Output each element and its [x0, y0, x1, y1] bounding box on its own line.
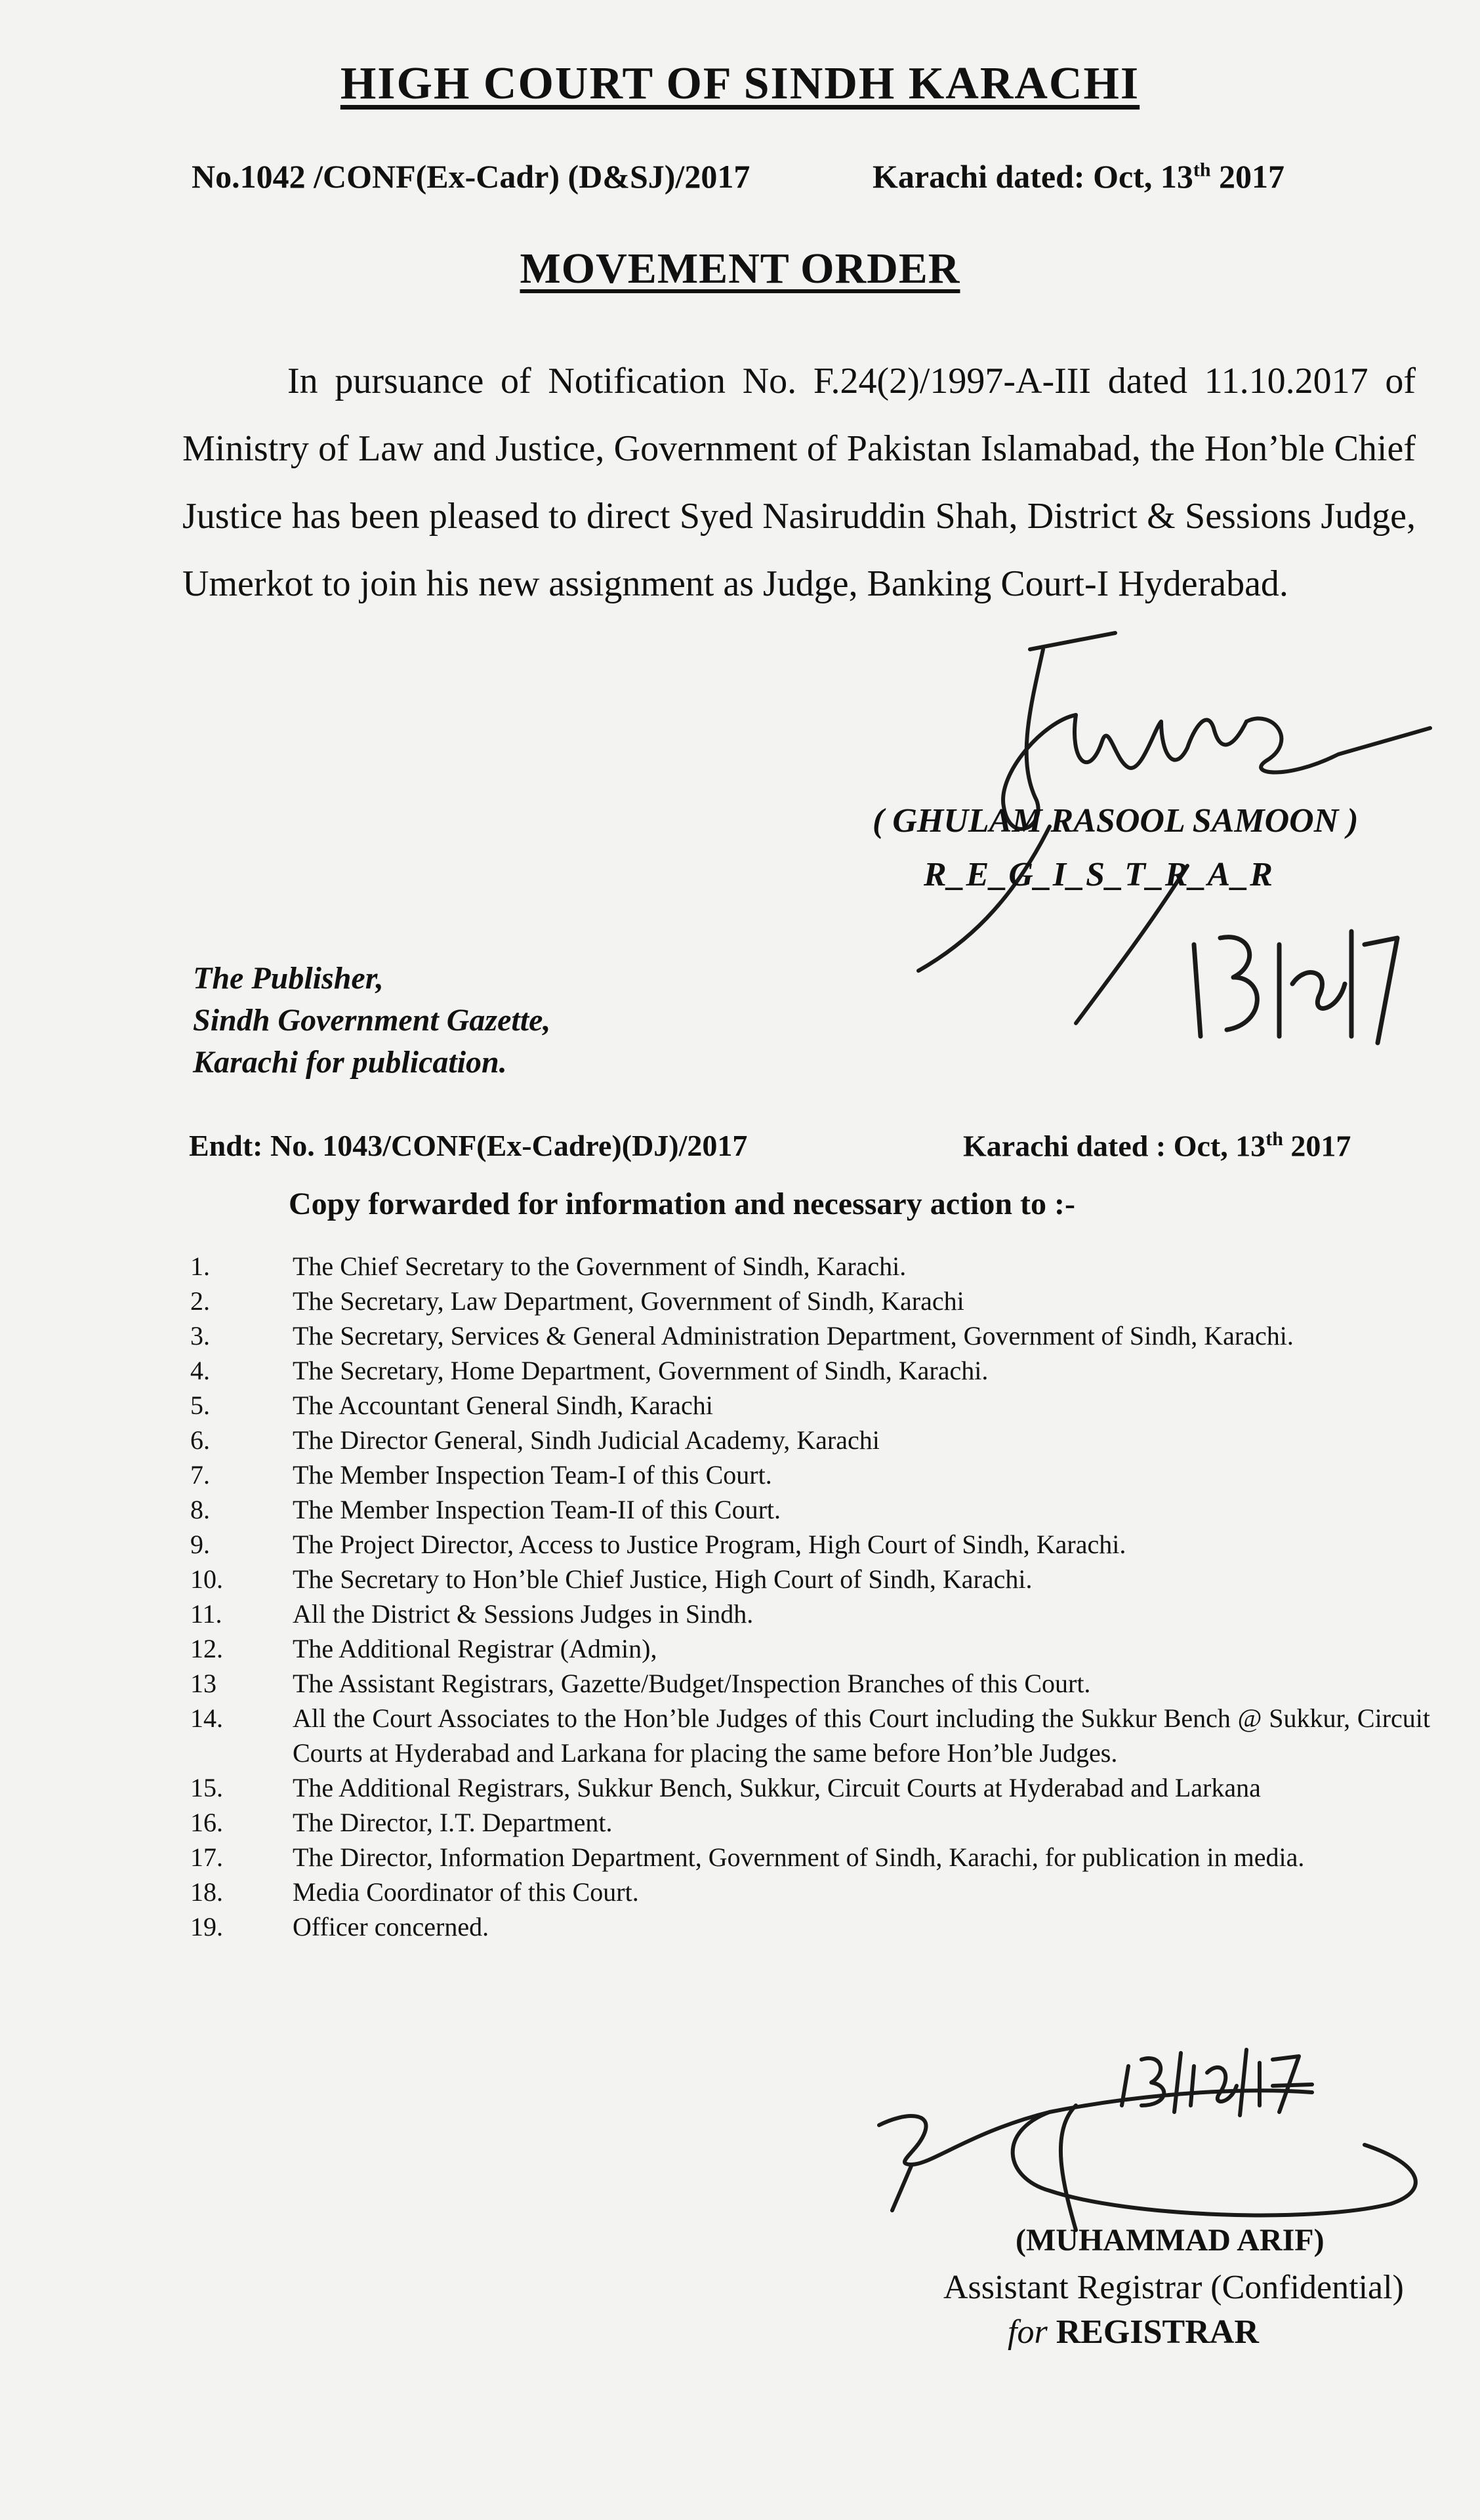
distribution-item-text: The Secretary, Services & General Administration Department, Government of Sindh, Karachi. — [293, 1321, 1294, 1351]
publisher-block — [193, 958, 550, 1084]
distribution-list — [190, 1249, 1430, 1944]
distribution-item — [190, 1875, 1430, 1909]
distribution-item-text: The Chief Secretary to the Government of Sindh, Karachi. — [293, 1251, 907, 1281]
registrar-handwritten-date — [1181, 905, 1417, 1076]
distribution-item — [190, 1249, 1430, 1284]
distribution-item-text: The Secretary, Law Department, Government of Sindh, Karachi — [293, 1286, 964, 1316]
order-title: MOVEMENT ORDER — [520, 245, 960, 293]
endorsement-number: Endt: No. 1043/CONF(Ex-Cadre)(DJ)/2017 — [189, 1129, 748, 1162]
distribution-item-text: All the Court Associates to the Hon’ble Judges of this Court including the Sukkur Bench @ Sukkur, Circuit Courts at Hyderabad and Larkana for placing the same before Hon’ble Judges. — [293, 1703, 1430, 1768]
distribution-item-number: 10. — [190, 1564, 223, 1594]
distribution-item-number: 13 — [190, 1669, 216, 1698]
distribution-item-number: 6. — [190, 1425, 210, 1455]
distribution-item — [190, 1701, 1430, 1770]
registrar-title: R_E_G_I_S_T_R_A_R — [924, 856, 1274, 893]
distribution-item — [190, 1527, 1430, 1562]
distribution-item — [190, 1457, 1430, 1492]
order-date: Karachi dated: Oct, 13th 2017 — [873, 158, 1285, 195]
distribution-item — [190, 1666, 1430, 1701]
registrar-name: ( GHULAM RASOOL SAMOON ) — [873, 802, 1359, 840]
distribution-item-text: The Director, Information Department, Government of Sindh, Karachi, for publication in media. — [293, 1842, 1305, 1872]
distribution-item-number: 1. — [190, 1251, 210, 1281]
distribution-item-number: 3. — [190, 1321, 210, 1351]
distribution-item-number: 5. — [190, 1391, 210, 1420]
for-registrar: for REGISTRAR — [1008, 2313, 1259, 2351]
distribution-item-text: The Additional Registrar (Admin), — [293, 1634, 657, 1663]
distribution-item-text: Officer concerned. — [293, 1912, 489, 1941]
court-title: HIGH COURT OF SINDH KARACHI — [340, 58, 1140, 109]
publisher-line-3: Karachi for publication. — [193, 1045, 507, 1080]
distribution-item-text: All the District & Sessions Judges in Sindh. — [293, 1599, 754, 1629]
distribution-item-number: 18. — [190, 1877, 223, 1907]
distribution-item-number: 11. — [190, 1599, 222, 1629]
publisher-line-2: Sindh Government Gazette, — [193, 1003, 551, 1038]
distribution-item-number: 12. — [190, 1634, 223, 1663]
distribution-item — [190, 1562, 1430, 1596]
distribution-item-number: 8. — [190, 1495, 210, 1524]
distribution-item — [190, 1284, 1430, 1318]
distribution-item-text: The Director, I.T. Department. — [293, 1808, 613, 1837]
distribution-item-text: Media Coordinator of this Court. — [293, 1877, 639, 1907]
endorsement-date: Karachi dated : Oct, 13th 2017 — [963, 1128, 1351, 1163]
distribution-item-text: The Member Inspection Team-II of this Court. — [293, 1495, 781, 1524]
publisher-line-1: The Publisher, — [193, 961, 384, 996]
distribution-item — [190, 1805, 1430, 1840]
distribution-item-text: The Secretary to Hon’ble Chief Justice, High Court of Sindh, Karachi. — [293, 1564, 1033, 1594]
distribution-item — [190, 1423, 1430, 1457]
order-body: In pursuance of Notification No. F.24(2)/1997-A-III dated 11.10.2017 of Ministry of Law and Justice, Government of Pakistan Islamabad, the Hon’ble Chief Justice has been pleased to direct Syed Nasiruddin Shah, District & Sessions Judge, Umerkot to join his new assignment as Judge, Banking Court-I Hyderabad. — [182, 361, 1416, 604]
distribution-item — [190, 1770, 1430, 1805]
distribution-item-text: The Project Director, Access to Justice Program, High Court of Sindh, Karachi. — [293, 1530, 1126, 1559]
distribution-item — [190, 1840, 1430, 1875]
distribution-item-number: 9. — [190, 1530, 210, 1559]
copy-forwarded-heading: Copy forwarded for information and necessary action to :- — [289, 1187, 1075, 1221]
distribution-item-number: 4. — [190, 1356, 210, 1385]
assistant-registrar-name: (MUHAMMAD ARIF) — [1016, 2223, 1325, 2258]
distribution-item-number: 7. — [190, 1460, 210, 1490]
distribution-item-text: The Member Inspection Team-I of this Court. — [293, 1460, 772, 1490]
distribution-item-number: 14. — [190, 1703, 223, 1733]
distribution-item-number: 16. — [190, 1808, 223, 1837]
distribution-item — [190, 1631, 1430, 1666]
distribution-item — [190, 1388, 1430, 1423]
distribution-item-text: The Assistant Registrars, Gazette/Budget/Inspection Branches of this Court. — [293, 1669, 1091, 1698]
order-number: No.1042 /CONF(Ex-Cadr) (D&SJ)/2017 — [192, 158, 750, 195]
distribution-item — [190, 1318, 1430, 1353]
assistant-registrar-title: Assistant Registrar (Confidential) — [943, 2269, 1404, 2306]
distribution-item — [190, 1492, 1430, 1527]
assistant-registrar-signature — [853, 2033, 1443, 2243]
distribution-item-number: 15. — [190, 1773, 223, 1802]
distribution-item-number: 2. — [190, 1286, 210, 1316]
distribution-item-number: 17. — [190, 1842, 223, 1872]
distribution-item-text: The Accountant General Sindh, Karachi — [293, 1391, 713, 1420]
distribution-item-text: The Secretary, Home Department, Government of Sindh, Karachi. — [293, 1356, 989, 1385]
distribution-item — [190, 1596, 1430, 1631]
distribution-item — [190, 1909, 1430, 1944]
distribution-item-number: 19. — [190, 1912, 223, 1941]
distribution-item — [190, 1353, 1430, 1388]
distribution-item-text: The Director General, Sindh Judicial Academy, Karachi — [293, 1425, 880, 1455]
distribution-item-text: The Additional Registrars, Sukkur Bench, Sukkur, Circuit Courts at Hyderabad and Larkana — [293, 1773, 1261, 1802]
